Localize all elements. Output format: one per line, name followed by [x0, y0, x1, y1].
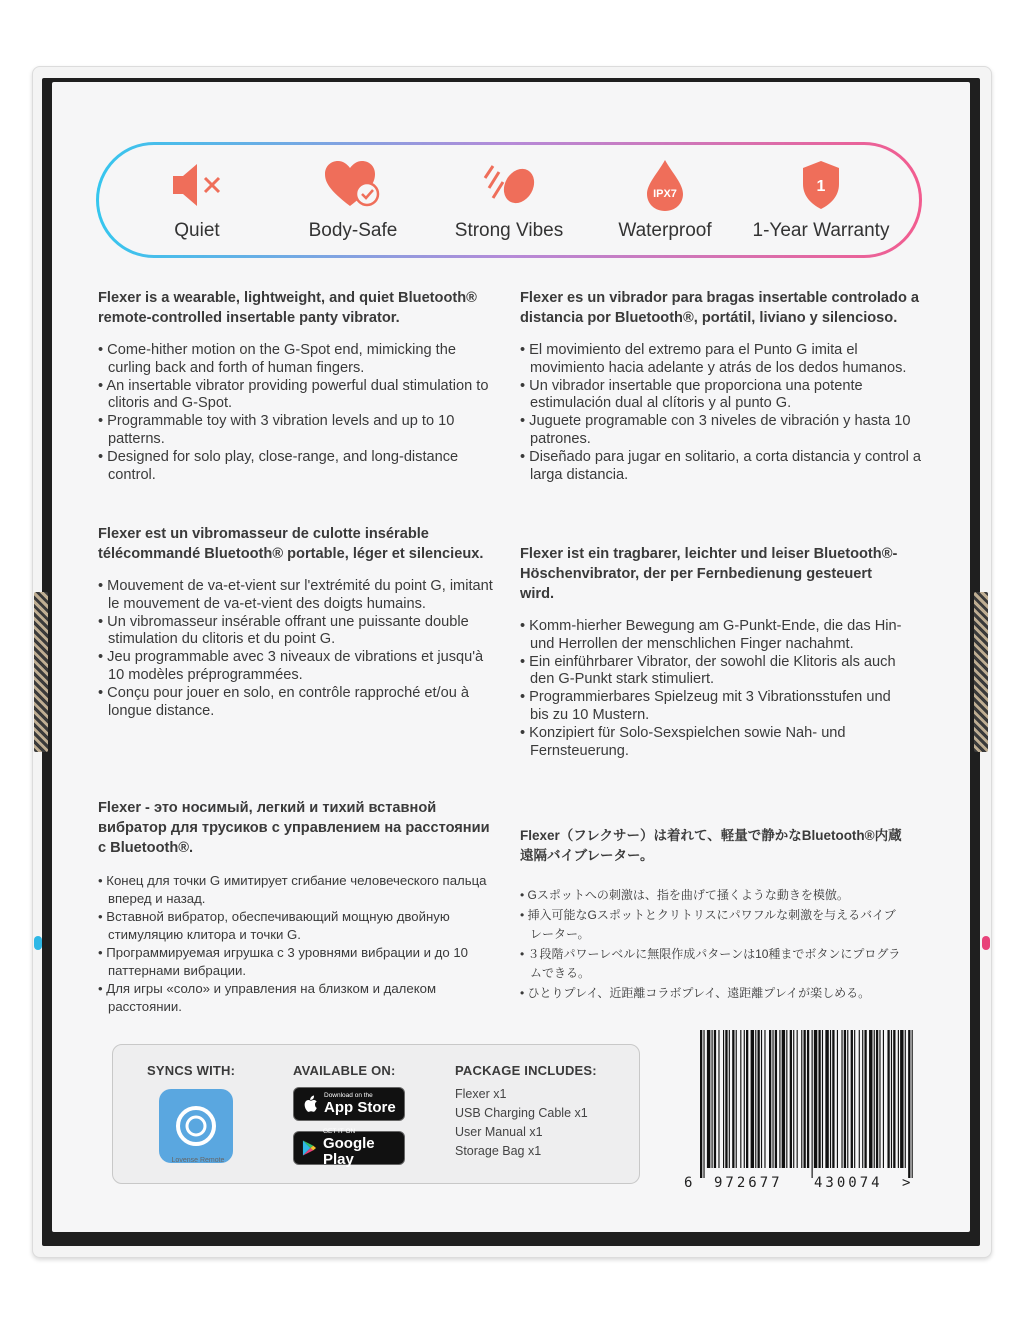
list-item: • Designed for solo play, close-range, and long-distance control. [98, 449, 498, 485]
barcode-bar [905, 1030, 906, 1168]
barcode-bar [825, 1030, 828, 1168]
section-spanish [520, 288, 925, 484]
barcode-bar [912, 1030, 913, 1178]
barcode-bar [854, 1030, 855, 1168]
list-item: • Komm-hierher Bewegung am G-Punkt-Ende, die das Hin- und Herrollen der menschlichen Finger nachahmt. [520, 618, 910, 654]
feature-label: Waterproof [618, 220, 712, 241]
barcode-bar [862, 1030, 863, 1168]
barcode-bar [723, 1030, 724, 1168]
barcode-bar [772, 1030, 773, 1168]
water-drop-icon [635, 158, 695, 212]
list-item: • Programmable toy with 3 vibration levels and up to 10 patterns. [98, 413, 498, 449]
barcode-bar [869, 1030, 872, 1168]
list-item: • Conçu pour jouer en solo, en contrôle rapproché et/ou à longue distance. [98, 685, 498, 721]
list-item: • Jeu programmable avec 3 niveaux de vibrations et jusqu'à 10 modèles préprogrammées. [98, 649, 498, 685]
barcode-bar [841, 1030, 842, 1168]
list-item: • Gスポットへの刺激は、指を曲げて掻くような動きを模倣。 [520, 886, 905, 906]
section-heading: Flexer is a wearable, lightweight, and quiet Bluetooth® remote-controlled insertable panty vibrator. [98, 290, 477, 326]
side-accent-right [982, 936, 990, 950]
barcode-bar [832, 1030, 834, 1168]
list-item: • Mouvement de va-et-vient sur l'extrémité du point G, imitant le mouvement de va-et-vient des doigts humains. [98, 578, 498, 614]
shield-icon [791, 158, 851, 212]
barcode-bar [793, 1030, 794, 1168]
barcode-bar [703, 1030, 704, 1178]
package-item: User Manual x1 [455, 1125, 543, 1139]
barcode-bar [812, 1030, 813, 1178]
barcode-bar [786, 1030, 787, 1168]
barcode-bar [864, 1030, 866, 1168]
app-store-small-text: Download on the [324, 1092, 373, 1099]
barcode-bar [700, 1030, 702, 1178]
available-on-heading: AVAILABLE ON: [293, 1063, 396, 1078]
box-side-tab-right [974, 592, 988, 752]
google-play-badge[interactable] [293, 1128, 405, 1168]
list-item: • Juguete programable con 3 niveles de vibración y hasta 10 patrones. [520, 413, 925, 449]
info-box [112, 1044, 640, 1184]
barcode-digits-group1: 972677 [714, 1175, 783, 1191]
section-heading: Flexer ist ein tragbarer, leichter und leiser Bluetooth®-Höschenvibrator, der per Fernbedienung gesteuert wird. [520, 546, 898, 602]
barcode-bar [859, 1030, 860, 1168]
package-item: Flexer x1 [455, 1087, 507, 1101]
feature-label: 1-Year Warranty [752, 220, 890, 241]
barcode-bar [837, 1030, 838, 1168]
feature-warranty [746, 158, 896, 242]
barcode-bar [746, 1030, 748, 1168]
waterproof-badge: IPX7 [653, 188, 677, 200]
heart-check-icon [323, 158, 383, 212]
barcode-bar [801, 1030, 802, 1168]
barcode-bar [830, 1030, 831, 1168]
barcode-bar [736, 1030, 737, 1168]
list-item: • Come-hither motion on the G-Spot end, mimicking the curling back and forth of human fingers. [98, 342, 498, 378]
google-play-small-text: GET IT ON [322, 1128, 356, 1135]
vibration-icon [479, 158, 539, 212]
barcode-bar [847, 1030, 848, 1168]
barcode-bar [790, 1030, 792, 1168]
barcode-bar [729, 1030, 730, 1168]
barcode-digits-group2: 430074 [814, 1175, 883, 1191]
barcode-end-marker: > [902, 1175, 911, 1191]
barcode-bar [876, 1030, 878, 1168]
barcode-bar [891, 1030, 892, 1168]
barcode-digit-first: 6 [684, 1175, 693, 1191]
section-heading: Flexer（フレクサー）は着れて、軽量で静かなBluetooth®内蔵遠隔バイブレーター。 [520, 828, 902, 863]
section-japanese [520, 826, 905, 1003]
list-item: • ３段階パワーレベルに無限作成パターンは10種までボタンにプログラムできる。 [520, 945, 905, 984]
barcode-bar [769, 1030, 771, 1168]
list-item: • Un vibromasseur insérable offrant une puissante double stimulation du clitoris et du point G. [98, 614, 498, 650]
list-item: • Конец для точки G имитирует сгибание человеческого пальца вперед и назад. [98, 872, 498, 908]
barcode-bar [725, 1030, 727, 1168]
section-russian [98, 798, 498, 1016]
section-heading: Flexer es un vibrador para bragas insertable controlado a distancia por Bluetooth®, portátil, liviano y silencioso. [520, 290, 920, 326]
list-item: • Для игры «соло» и управления на близком и далеком расстоянии. [98, 980, 498, 1016]
barcode-bar [898, 1030, 899, 1168]
barcode-bar [740, 1030, 741, 1168]
app-store-label: App Store [324, 1099, 396, 1116]
feature-label: Body-Safe [308, 220, 398, 241]
list-item: • ひとりプレイ、近距離コラボプレイ、遠距離プレイが楽しめる。 [520, 984, 905, 1004]
list-item: • Diseñado para jugar en solitario, a corta distancia y control a larga distancia. [520, 449, 925, 485]
apple-icon [302, 1095, 318, 1113]
barcode-bar [775, 1030, 777, 1168]
barcode-bar [797, 1030, 798, 1168]
barcode-bar [751, 1030, 754, 1168]
barcode-bar [851, 1030, 853, 1168]
barcode-bar [712, 1030, 713, 1168]
barcode-bar [822, 1030, 823, 1168]
barcode-bar [814, 1030, 817, 1168]
barcode-bar [818, 1030, 820, 1168]
list-item: • El movimiento del extremo para el Punto G imita el movimiento hacia adelante y atrás de los dedos humanos. [520, 342, 925, 378]
google-play-icon [302, 1139, 317, 1157]
barcode-bar [758, 1030, 760, 1168]
feature-waterproof [590, 158, 740, 242]
list-item: • Вставной вибратор, обеспечивающий мощную двойную стимуляцию клитора и точки G. [98, 908, 498, 944]
list-item: • Un vibrador insertable que proporciona una potente estimulación dual al clítoris y al punto G. [520, 378, 925, 414]
barcode-bar [908, 1030, 910, 1178]
list-item: • Programmierbares Spielzeug mit 3 Vibrationsstufen und bis zu 10 Mustern. [520, 689, 910, 725]
barcode-bar [718, 1030, 719, 1168]
list-item: • Программируемая игрушка с 3 уровнями вибрации и до 10 паттернами вибрации. [98, 944, 498, 980]
box-side-tab-left [34, 592, 48, 752]
barcode-bar [887, 1030, 889, 1168]
barcode-bar [782, 1030, 785, 1168]
section-heading: Flexer est un vibromasseur de culotte insérable télécommandé Bluetooth® portable, léger et silencieux. [98, 526, 484, 562]
lovense-app-icon [159, 1089, 233, 1163]
barcode-bar [807, 1030, 809, 1168]
package-item: Storage Bag x1 [455, 1144, 542, 1158]
feature-quiet [122, 158, 272, 242]
barcode-bar [883, 1030, 884, 1168]
barcode-bar [874, 1030, 875, 1168]
list-item: • 挿入可能なGスポットとクリトリスにパワフルな刺激を与えるバイブレーター。 [520, 906, 905, 945]
list-item: • An insertable vibrator providing powerful dual stimulation to clitoris and G-Spot. [98, 378, 498, 414]
barcode-bar [732, 1030, 734, 1168]
barcode-bar [707, 1030, 710, 1168]
side-accent-left [34, 936, 42, 950]
list-item: • Konzipiert für Solo-Sexspielchen sowie Nah- und Fernsteuerung. [520, 725, 910, 761]
barcode [698, 1030, 916, 1180]
barcode-bar [844, 1030, 846, 1168]
barcode-bar [779, 1030, 780, 1168]
feature-label: Quiet [174, 220, 220, 241]
barcode-bar [893, 1030, 895, 1168]
section-french [98, 524, 498, 720]
package-item: USB Charging Cable x1 [455, 1106, 588, 1120]
features-banner [96, 142, 922, 258]
barcode-bar [761, 1030, 762, 1168]
section-german [520, 544, 910, 760]
barcode-bar [900, 1030, 903, 1168]
speaker-mute-icon [167, 158, 227, 212]
app-store-badge[interactable] [293, 1087, 405, 1121]
barcode-bar [755, 1030, 756, 1168]
package-includes-heading: PACKAGE INCLUDES: [455, 1063, 597, 1078]
barcode-bar [804, 1030, 806, 1168]
feature-strong-vibes [434, 158, 584, 242]
eye-icon [174, 1104, 218, 1148]
app-name: Lovense Remote [171, 1157, 225, 1164]
barcode-bar [714, 1030, 716, 1168]
warranty-badge: 1 [816, 178, 826, 195]
feature-body-safe [278, 158, 428, 242]
google-play-label: Google Play [322, 1135, 375, 1168]
section-heading: Flexer - это носимый, легкий и тихий вставной вибратор для трусиков с управлением на расстоянии с Bluetooth®. [98, 800, 490, 856]
barcode-bar [764, 1030, 765, 1168]
section-english [98, 288, 498, 484]
syncs-with-heading: SYNCS WITH: [147, 1063, 236, 1078]
list-item: • Ein einführbarer Vibrator, der sowohl die Klitoris als auch den G-Punkt stark stimuliert. [520, 654, 910, 690]
barcode-bar [744, 1030, 745, 1168]
barcode-bar [879, 1030, 880, 1168]
feature-label: Strong Vibes [454, 220, 564, 241]
